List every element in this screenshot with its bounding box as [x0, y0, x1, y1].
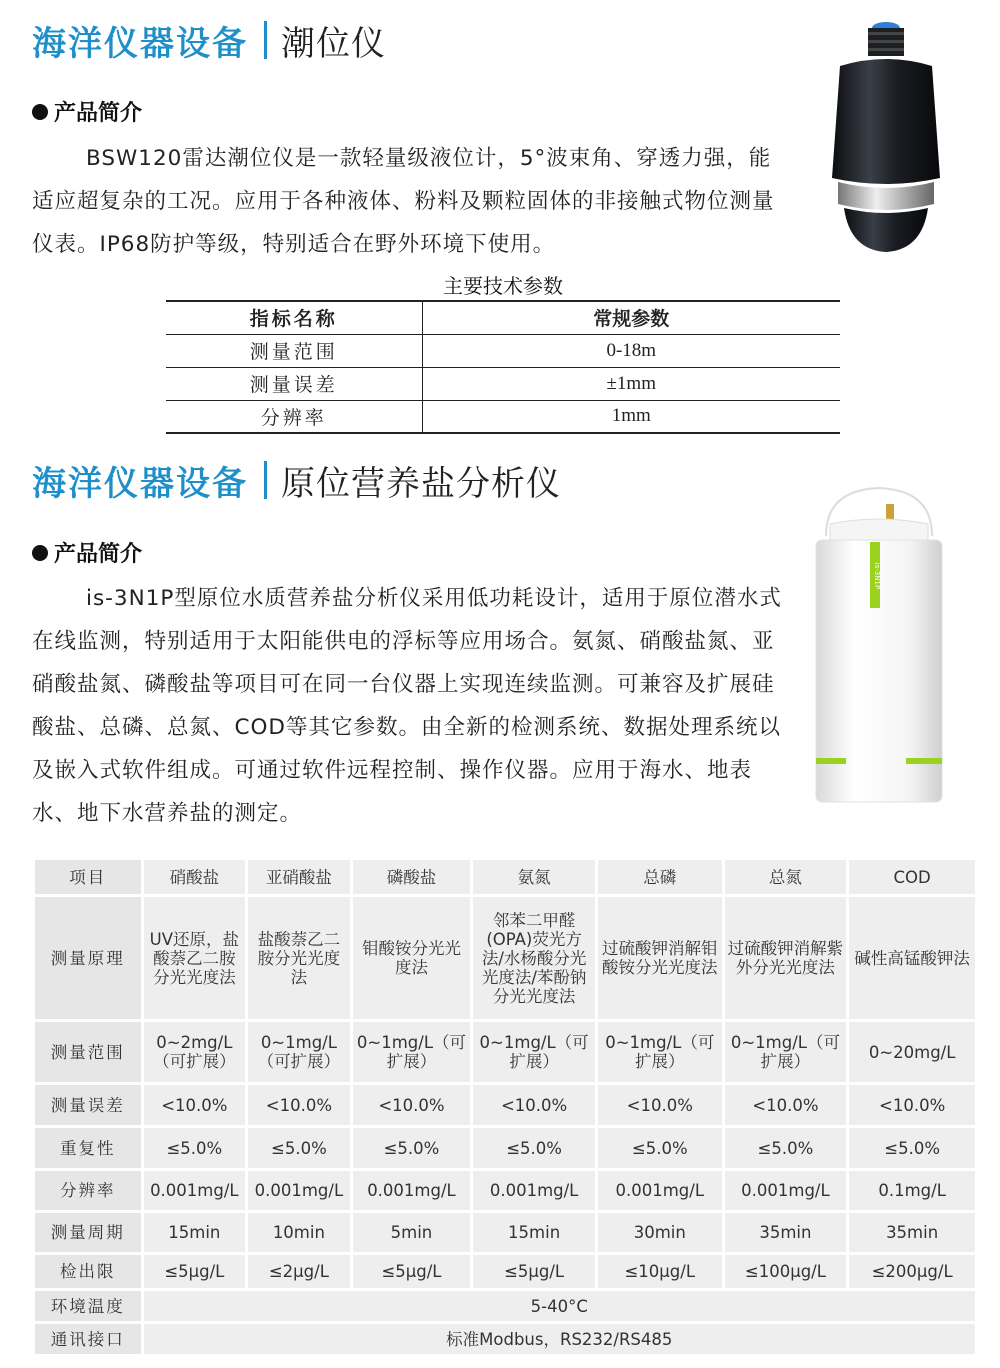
- table-cell: ≤5μg/L: [142, 1254, 247, 1290]
- table-cell: 0~1mg/L（可扩展）: [351, 1021, 472, 1084]
- header-cell: 氨氮: [472, 859, 597, 896]
- table-cell: <10.0%: [351, 1084, 472, 1127]
- table-cell: 5-40°C: [142, 1290, 976, 1323]
- table-cell: <10.0%: [472, 1084, 597, 1127]
- table-cell: ≤200μg/L: [848, 1254, 977, 1290]
- section1-title: [32, 14, 386, 66]
- row-header: 测量原理: [34, 896, 143, 1021]
- spec-cell: 测量误差: [166, 367, 422, 400]
- header-cell: 磷酸盐: [351, 859, 472, 896]
- table-row: [166, 400, 840, 433]
- spec-cell: ±1mm: [422, 367, 840, 400]
- spec-header-name: 指标名称: [166, 301, 422, 334]
- table-cell: 30min: [596, 1212, 723, 1254]
- table-cell: ≤5.0%: [596, 1127, 723, 1170]
- bullet-icon: [32, 545, 48, 561]
- table-cell: UV还原，盐酸萘乙二胺分光光度法: [142, 896, 247, 1021]
- table-header-row: [166, 301, 840, 334]
- section1-brand: 海洋仪器设备: [32, 23, 248, 64]
- table-cell: 5min: [351, 1212, 472, 1254]
- header-cell: 项目: [34, 859, 143, 896]
- section2-heading-text: 产品简介: [54, 542, 143, 567]
- table-cell: ≤2μg/L: [247, 1254, 352, 1290]
- table-cell: 0~20mg/L: [848, 1021, 977, 1084]
- table-row: [34, 1254, 977, 1290]
- table-cell: 0~1mg/L（可扩展）: [247, 1021, 352, 1084]
- table-cell: 0.001mg/L: [142, 1170, 247, 1212]
- nutrient-spec-table: [32, 857, 978, 1357]
- table-row: [34, 1212, 977, 1254]
- table-cell: 碱性高锰酸钾法: [848, 896, 977, 1021]
- spec-cell: 0-18m: [422, 334, 840, 367]
- table-cell: ≤5.0%: [848, 1127, 977, 1170]
- table-cell: ≤5μg/L: [351, 1254, 472, 1290]
- table-cell: 钼酸铵分光光度法: [351, 896, 472, 1021]
- spec-cell: 测量范围: [166, 334, 422, 367]
- table-cell: ≤5μg/L: [472, 1254, 597, 1290]
- row-header: 测量误差: [34, 1084, 143, 1127]
- table-cell: 0~2mg/L（可扩展）: [142, 1021, 247, 1084]
- header-cell: COD: [848, 859, 977, 896]
- table-cell: ≤5.0%: [247, 1127, 352, 1170]
- nutrient-analyzer-image: [812, 484, 946, 808]
- table-cell: 0~1mg/L（可扩展）: [596, 1021, 723, 1084]
- title-divider: [264, 461, 267, 499]
- row-header: 测量周期: [34, 1212, 143, 1254]
- header-cell: 总磷: [596, 859, 723, 896]
- table-row: [34, 896, 977, 1021]
- table-cell: 盐酸萘乙二胺分光光度法: [247, 896, 352, 1021]
- section1-heading: [32, 96, 142, 127]
- table-cell: <10.0%: [142, 1084, 247, 1127]
- row-header: 测量范围: [34, 1021, 143, 1084]
- table-cell: <10.0%: [247, 1084, 352, 1127]
- table-cell: <10.0%: [848, 1084, 977, 1127]
- table-cell: ≤5.0%: [472, 1127, 597, 1170]
- table-cell: 0.001mg/L: [351, 1170, 472, 1212]
- section2-product-name: 原位营养盐分析仪: [281, 463, 561, 504]
- spec-table-title: 主要技术参数: [443, 274, 563, 298]
- table-cell: 0.001mg/L: [247, 1170, 352, 1212]
- table-cell: 过硫酸钾消解钼酸铵分光光度法: [596, 896, 723, 1021]
- table-cell: ≤5.0%: [351, 1127, 472, 1170]
- table-row: [34, 1323, 977, 1356]
- table-cell: ≤10μg/L: [596, 1254, 723, 1290]
- section1-heading-text: 产品简介: [54, 101, 143, 126]
- section2-heading: [32, 537, 142, 568]
- table-cell: 0.001mg/L: [472, 1170, 597, 1212]
- table-cell: 15min: [472, 1212, 597, 1254]
- table-cell: ≤100μg/L: [723, 1254, 848, 1290]
- row-header: 通讯接口: [34, 1323, 143, 1356]
- header-cell: 亚硝酸盐: [247, 859, 352, 896]
- tide-gauge-image: [818, 18, 954, 254]
- table-cell: 0.001mg/L: [723, 1170, 848, 1212]
- table-cell: 0~1mg/L（可扩展）: [723, 1021, 848, 1084]
- table-row: [34, 1127, 977, 1170]
- table-row: [34, 1290, 977, 1323]
- section2-brand: 海洋仪器设备: [32, 463, 248, 504]
- section1-intro: BSW120雷达潮位仪是一款轻量级液位计，5°波束角、穿透力强，能适应超复杂的工况。应用于各种液体、粉料及颗粒固体的非接触式物位测量仪表。IP68防护等级，特别适合在野外环境下使用。: [32, 146, 775, 257]
- row-header: 检出限: [34, 1254, 143, 1290]
- table-cell: 35min: [848, 1212, 977, 1254]
- spec-cell: 分辨率: [166, 400, 422, 433]
- row-header: 重复性: [34, 1127, 143, 1170]
- table-cell: 15min: [142, 1212, 247, 1254]
- table-cell: 0.001mg/L: [596, 1170, 723, 1212]
- table-row: [34, 1084, 977, 1127]
- table-cell: 0~1mg/L（可扩展）: [472, 1021, 597, 1084]
- table-cell: ≤5.0%: [142, 1127, 247, 1170]
- table-cell: ≤5.0%: [723, 1127, 848, 1170]
- header-cell: 硝酸盐: [142, 859, 247, 896]
- table-row: [166, 367, 840, 400]
- title-divider: [264, 21, 267, 59]
- header-cell: 总氮: [723, 859, 848, 896]
- row-header: 分辨率: [34, 1170, 143, 1212]
- table-header-row: [34, 859, 977, 896]
- section2-intro: is-3N1P型原位水质营养盐分析仪采用低功耗设计，适用于原位潜水式在线监测，特别适用于太阳能供电的浮标等应用场合。氨氮、硝酸盐氮、亚硝酸盐氮、磷酸盐等项目可在同一台仪器上实现连续监测。可兼容及扩展硅酸盐、总磷、总氮、COD等其它参数。由全新的检测系统、数据处理系统以及嵌入式软件组成。可通过软件远程控制、操作仪器。应用于海水、地表水、地下水营养盐的测定。: [32, 586, 782, 826]
- table-cell: 10min: [247, 1212, 352, 1254]
- row-header: 环境温度: [34, 1290, 143, 1323]
- table-row: [166, 334, 840, 367]
- spec-cell: 1mm: [422, 400, 840, 433]
- table-cell: <10.0%: [723, 1084, 848, 1127]
- table-cell: <10.0%: [596, 1084, 723, 1127]
- bullet-icon: [32, 104, 48, 120]
- section1-product-name: 潮位仪: [281, 23, 386, 64]
- spec-table: [166, 300, 840, 434]
- table-row: [34, 1170, 977, 1212]
- table-row: [34, 1021, 977, 1084]
- table-cell: 35min: [723, 1212, 848, 1254]
- table-cell: 0.1mg/L: [848, 1170, 977, 1212]
- table-cell: 邻苯二甲醛(OPA)荧光方法/水杨酸分光光度法/苯酚钠分光光度法: [472, 896, 597, 1021]
- device-label: is-3N1P: [873, 562, 881, 590]
- table-cell: 过硫酸钾消解紫外分光光度法: [723, 896, 848, 1021]
- spec-header-value: 常规参数: [422, 301, 840, 334]
- section2-title: [32, 454, 561, 506]
- table-cell: 标准Modbus，RS232/RS485: [142, 1323, 976, 1356]
